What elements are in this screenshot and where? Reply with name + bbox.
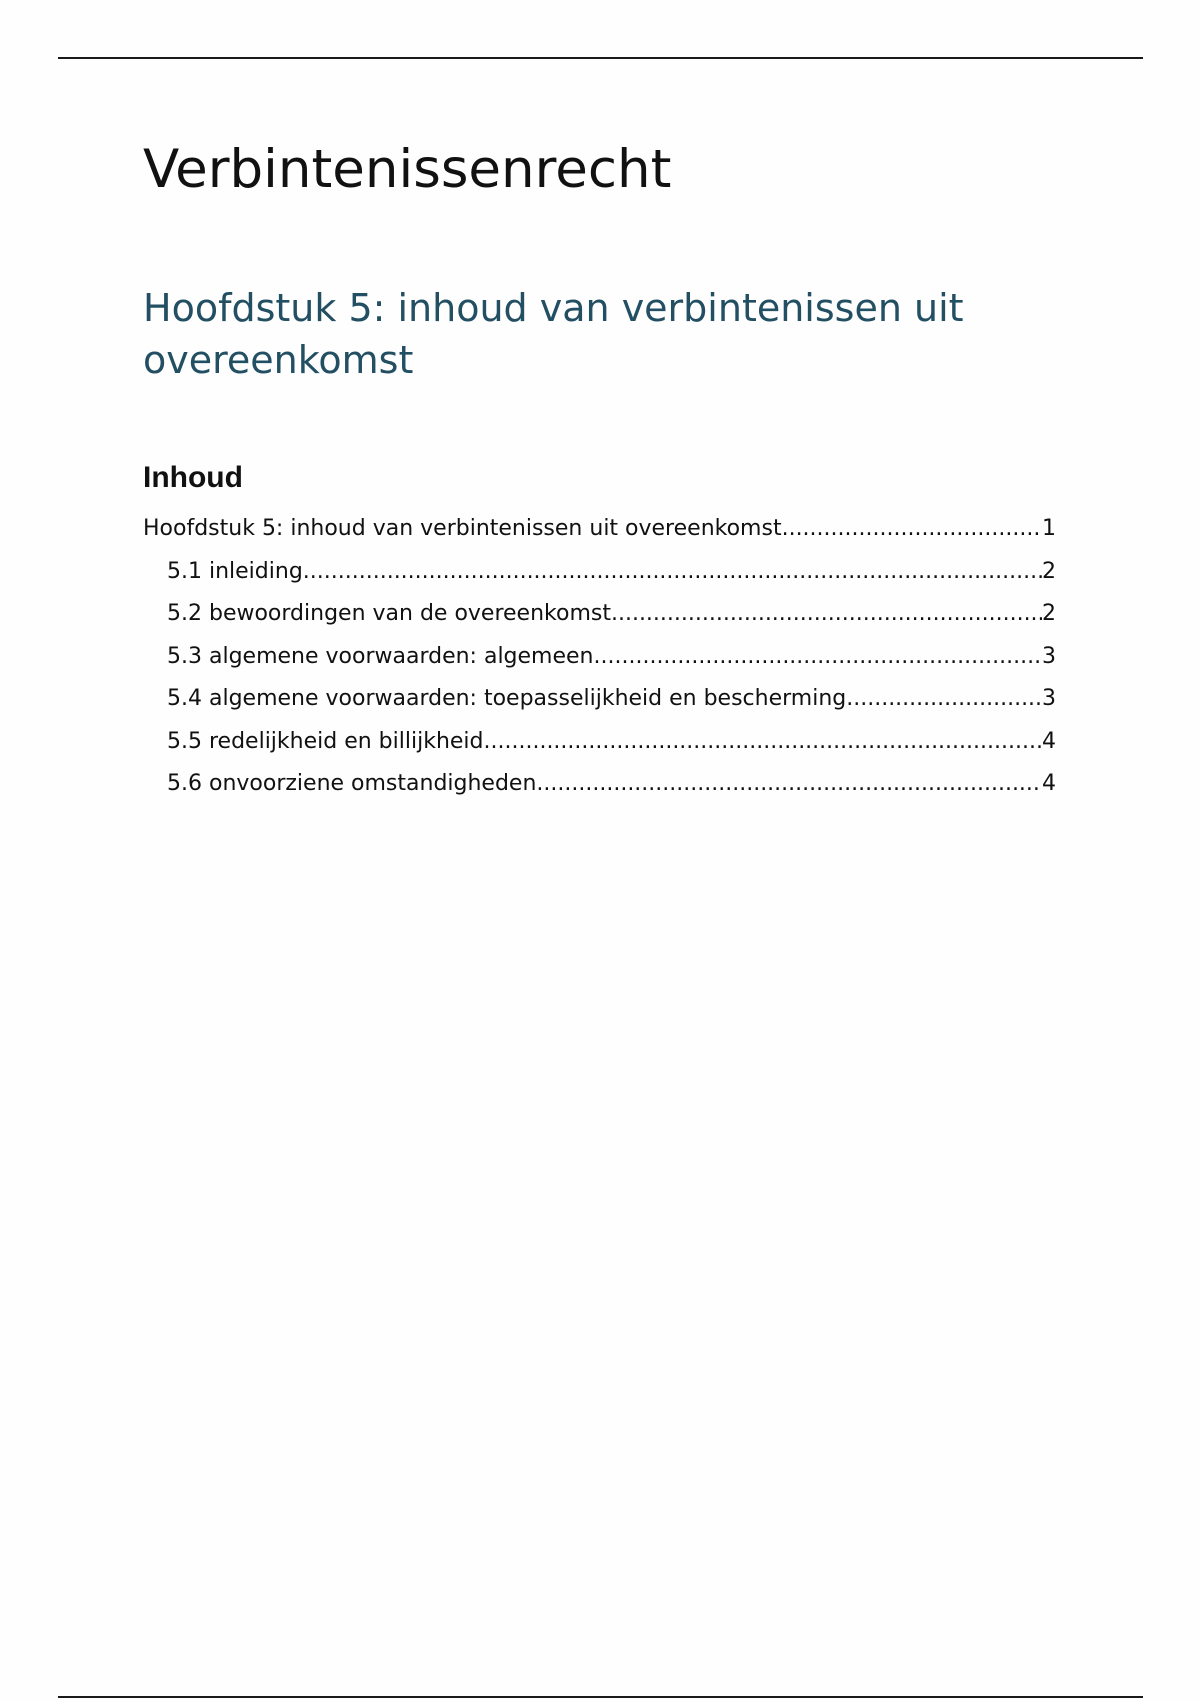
toc-dot-leader (782, 508, 1042, 550)
toc-entry-page: 1 (1042, 516, 1056, 541)
toc-entry-5-6[interactable] (143, 763, 1056, 806)
toc-entry-page: 4 (1042, 728, 1056, 754)
toc-heading: Inhoud (143, 461, 243, 494)
toc-entry-5-3[interactable] (143, 636, 1056, 679)
toc-entry-page: 2 (1042, 558, 1056, 584)
toc-entry-5-4[interactable] (143, 678, 1056, 721)
document-title: Verbintenissenrecht (143, 139, 672, 200)
toc-entry-label: 5.4 algemene voorwaarden: toepasselijkheid en bescherming (167, 686, 847, 711)
toc-dot-leader (536, 763, 1042, 805)
toc-entry-label: 5.3 algemene voorwaarden: algemeen (167, 643, 594, 669)
toc-entry-label: 5.5 redelijkheid en billijkheid (167, 728, 484, 754)
toc-entry-page: 4 (1042, 771, 1056, 796)
toc-entry-5-5[interactable] (143, 721, 1056, 764)
toc-entry-page: 3 (1042, 643, 1056, 669)
toc-entry-label: 5.1 inleiding (167, 558, 303, 584)
page-bottom-rule (58, 1696, 1143, 1698)
toc-entry-label: Hoofdstuk 5: inhoud van verbintenissen uit overeenkomst (143, 516, 782, 541)
chapter-heading: Hoofdstuk 5: inhoud van verbintenissen uit overeenkomst (143, 286, 964, 382)
page-top-rule (58, 57, 1143, 59)
toc-entry-page: 3 (1042, 686, 1056, 711)
toc-dot-leader (484, 721, 1043, 763)
toc-dot-leader (611, 593, 1042, 635)
toc-entry-label: 5.2 bewoordingen van de overeenkomst (167, 601, 611, 626)
toc-dot-leader (846, 678, 1042, 720)
toc-entry-5-2[interactable] (143, 593, 1056, 636)
toc-entry-page: 2 (1042, 601, 1056, 626)
toc-entry-chapter-5[interactable] (143, 508, 1056, 551)
toc-entry-5-1[interactable] (143, 551, 1056, 594)
toc-entry-label: 5.6 onvoorziene omstandigheden (167, 771, 537, 796)
toc-dot-leader (594, 636, 1043, 678)
toc-dot-leader (303, 551, 1042, 593)
table-of-contents (143, 508, 1056, 806)
